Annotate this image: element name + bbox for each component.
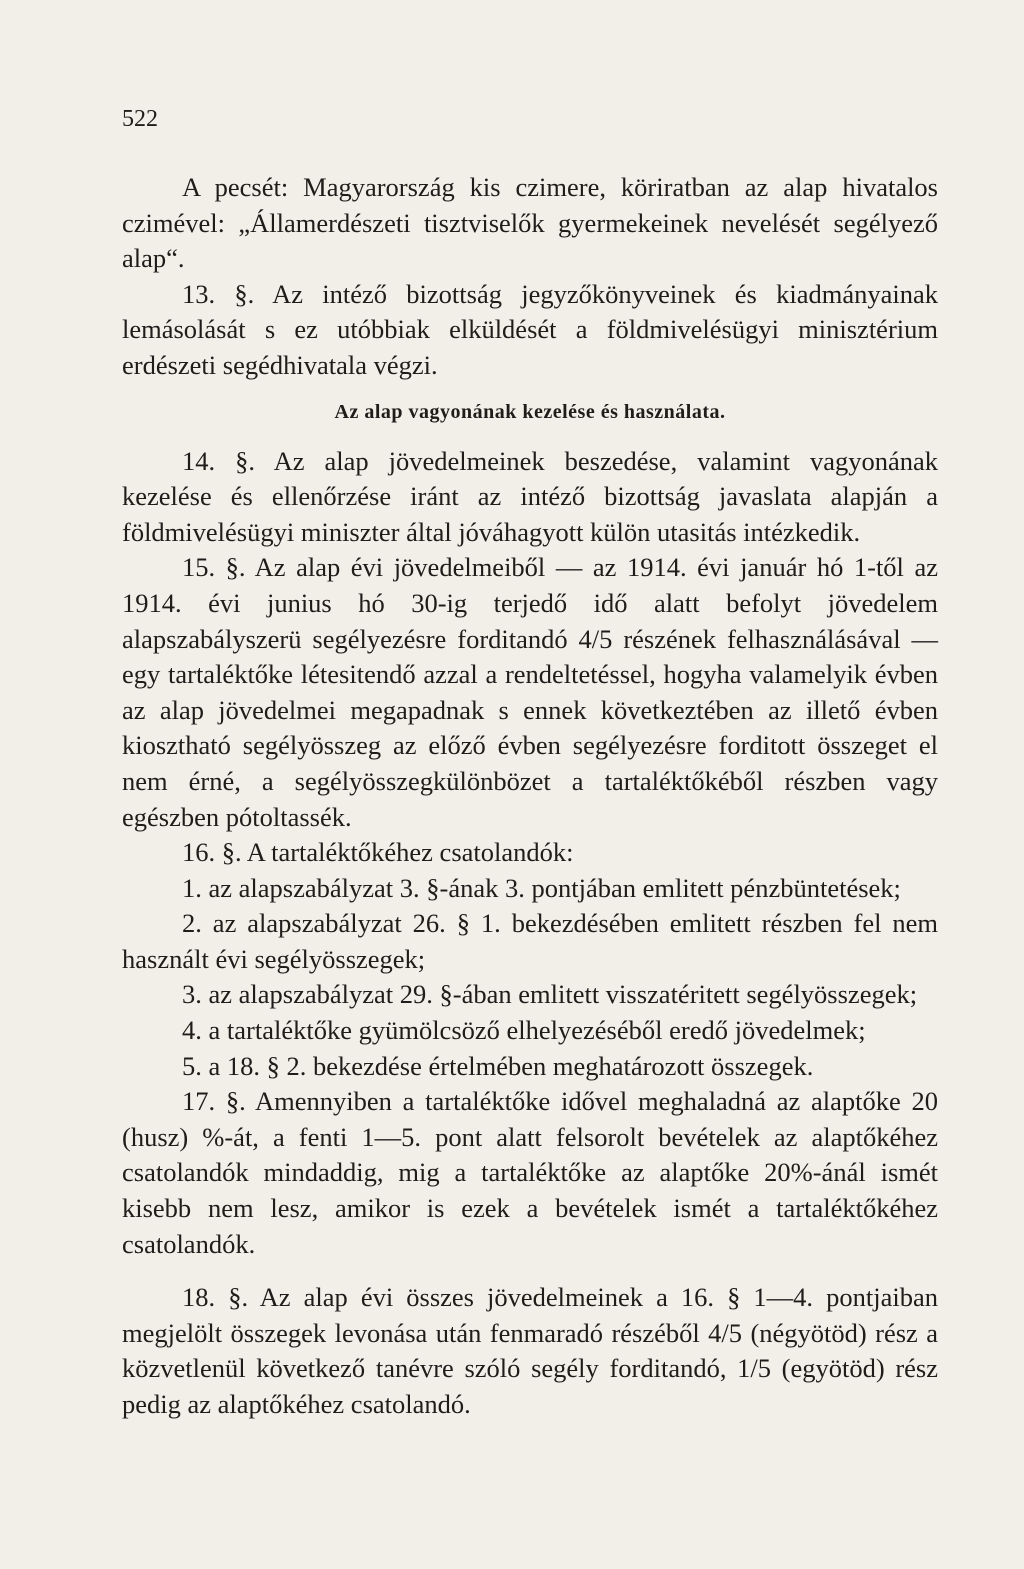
paragraph-section-13: 13. §. Az intéző bizottság jegyzőkönyveinek és kiadmányainak lemásolását s ez utóbbiak elküldését a földmivelésügyi minisztérium erdészeti segédhivatala végzi. <box>122 278 938 380</box>
paragraph-seal: A pecsét: Magyarország kis czimere, köriratban az alap hivatalos czimével: „Államerdészeti tisztviselők gyermekeinek nevelését segélyező alap“. <box>122 172 938 274</box>
paragraph-section-16: 16. §. A tartaléktőkéhez csatolandók: <box>182 837 574 868</box>
list-item-5: 5. a 18. § 2. bekezdése értelmében meghatározott összegek. <box>182 1050 814 1081</box>
paragraph-gap <box>122 1262 938 1280</box>
list-item-4: 4. a tartaléktőke gyümölcsöző elhelyezéséből eredő jövedelmek; <box>182 1015 866 1046</box>
paragraph-section-17: 17. §. Amennyiben a tartaléktőke idővel meghaladná az alaptőke 20 (husz) %-át, a fenti 1—5. pont alatt felsorolt bevételek az alaptőkéhez csatolandók mindaddig, mig a tartaléktőke az alaptőke 20%-ánál ismét kisebb nem lesz, amikor is ezek a bevételek ismét a tartaléktőkéhez csatolandók. <box>122 1086 938 1259</box>
body-text <box>122 170 938 1423</box>
list-item-2: 2. az alapszabályzat 26. § 1. bekezdésében emlitett részben fel nem használt évi segélyösszegek; <box>122 908 938 974</box>
page-number: 522 <box>122 106 158 132</box>
paragraph-section-14: 14. §. Az alap jövedelmeinek beszedése, valamint vagyonának kezelése és ellenőrzése iránt az intéző bizottság javaslata alapján a földmivelésügyi miniszter által jóváhagyott külön utasitás intézkedik. <box>122 445 938 547</box>
list-item-1: 1. az alapszabályzat 3. §-ának 3. pontjában emlitett pénzbüntetések; <box>182 872 901 903</box>
paragraph-section-15: 15. §. Az alap évi jövedelmeiből — az 1914. évi január hó 1-től az 1914. évi junius hó 30-ig terjedő idő alatt befolyt jövedelem alapszabályszerü segélyezésre forditandó 4/5 részének felhasználásával — egy tartaléktőke létesitendő azzal a rendeltetéssel, hogyha valamelyik évben az alap jövedelmei megapadnak s ennek következtében az illető évben kiosztható segélyösszeg az előző évben segélyezésre forditott összeget el nem érné, a segélyösszegkülönbözet a tartaléktőkéből részben vagy egészben pótoltassék. <box>122 552 938 832</box>
paragraph-section-18: 18. §. Az alap évi összes jövedelmeinek a 16. § 1—4. pontjaiban megjelölt összegek levonása után fenmaradó részéből 4/5 (négyötöd) rész a közvetlenül következő tanévre szóló segély forditandó, 1/5 (egyötöd) rész pedig az alaptőkéhez csatolandó. <box>122 1282 938 1419</box>
list-item-3: 3. az alapszabályzat 29. §-ában emlitett visszatéritett segélyösszegek; <box>182 979 918 1010</box>
section-heading: Az alap vagyonának kezelése és használata. <box>334 400 726 423</box>
